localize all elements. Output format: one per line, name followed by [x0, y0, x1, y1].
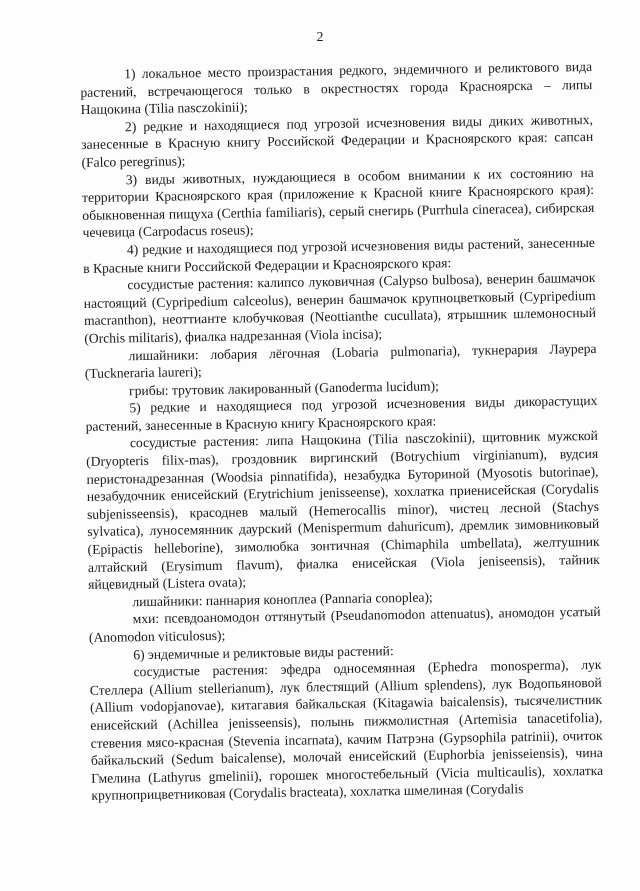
paragraph-lichens-4: лишайники: лобария лёгочная (Lobaria pulmonaria), тукнерария Лаурера (Tuckneraria laureri); [84, 340, 597, 382]
paragraph-mosses-5: мхи: псевдоаномодон оттянутый (Pseudanomodon attenuatus), аномодон усатый (Anomodon viticulosus); [88, 604, 601, 645]
paragraph-vascular-plants-6: сосудистые растения: эфедра односемянная (Ephedra monosperma), лук Стеллера (Allium stellerianum), лук блестящий (Allium splendens), лук Водопьяновой (Allium vodopjanovae), китагавия байкальская (Kitagawia baicalensis), тысячелистник енисейский (Achillea jenisseensis), полынь пижмолистная (Artemisia tanacetifolia), стевения мясо-красная (Stevenia incarnata), качим Патрэна (Gypsophila patrinii), очиток байкальский (Sedum baicalense), молочай енисейский (Euphorbia jenisseiensis), чина Гмелина (Lathyrus gmelinii), горошек многостебельный (Vicia multicaulis), хохлатка крупноприцветниковая (Corydalis bracteata), хохлатка шмелиная (Corydalis [89, 657, 604, 804]
paragraph-vascular-plants-4: сосудистые растения: калипсо луковичная (Calypso bulbosa), венерин башмачок настоящий (Cypripedium calceolus), венерин башмачок крупноцветковый (Cypripedium macranthon), неоттианте клобучковая (Neottianthe cucullata), ятрышник шлемоносный (Orchis militaris), фиалка надрезанная (Viola incisa); [83, 270, 597, 346]
paragraph-item-2: 2) редкие и находящиеся под угрозой исчезновения виды диких животных, занесенные в Красную книгу Российской Федерации и Красноярского края: сапсан (Falco peregrinus); [81, 111, 594, 170]
paragraph-vascular-plants-5: сосудистые растения: липа Нащокина (Tilia nasczokinii), щитовник мужской (Dryopteris filix-mas), гроздовник виргинский (Botrychium virginianum), вудсия перистонадрезанная (Woodsia pinnatifida), незабудка Буториной (Myosotis butorinae), незабудочник енисейский (Erytrichium jenisseense), хохлатка приенисейская (Corydalis subjenisseensis), красоднев малый (Hemerocallis minor), чистец лесной (Stachys sylvatica), луносемянник даурский (Menispermum dahuricum), дремлик зимовниковый (Epipactis helleborine), зимолюбка зонтичная (Chimaphila umbellata), желтушник алтайский (Erysimum flavum), фиалка енисейская (Viola jeniseensis), тайник яйцевидный (Listera ovata); [86, 428, 600, 593]
paragraph-item-3: 3) виды животных, нуждающиеся в особом внимании к их состоянию на территории Красноярского края (приложение к Красной книге Красноярского края): обыкновенная пищуха (Certhia familiaris), серый снегирь (Purrhula cineracea), сибирская чечевица (Carpodacus roseus); [81, 164, 595, 241]
page-number: 2 [316, 30, 324, 45]
paragraph-fungi-4: грибы: трутовик лакированный (Ganoderma lucidum); [128, 378, 439, 398]
paragraph-item-1: 1) локальное место произрастания редкого, эндемичного и реликтового вида растений, встречающегося только в окрестностях города Красноярска – липы Нащокина (Tilia nasczokinii); [80, 58, 593, 118]
paragraph-item-6: 6) эндемичные и реликтовые виды растений: [133, 642, 394, 662]
document-body [80, 58, 604, 805]
paragraph-item-4: 4) редкие и находящиеся под угрозой исчезновения виды растений, занесенные в Красные книги Российской Федерации и Красноярского края: [83, 234, 595, 276]
paragraph-item-5: 5) редкие и находящиеся под угрозой исчезновения виды дикорастущих растений, занесенные в Красную книгу Красноярского края: [85, 393, 598, 434]
paragraph-lichens-5: лишайники: паннария коноплеа (Pannaria conoplea); [132, 589, 433, 610]
